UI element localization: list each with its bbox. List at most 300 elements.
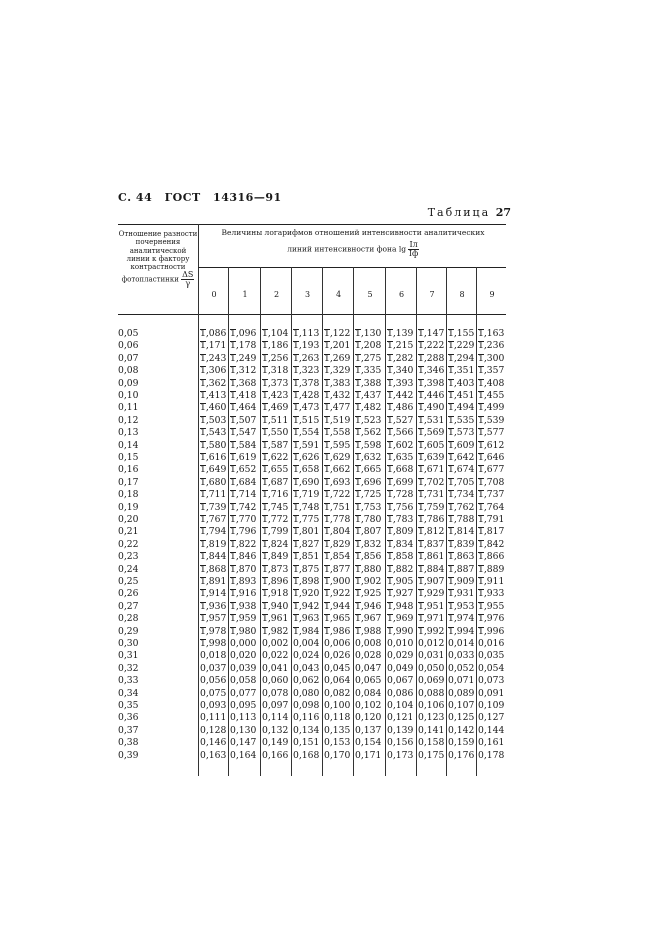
table-cell: 1,193	[293, 340, 320, 352]
table-row	[118, 353, 506, 365]
table-cell: 1,783	[387, 514, 414, 525]
table-cell: 1,716	[262, 489, 289, 501]
column-header-5: 5	[367, 290, 373, 299]
table-cell: 1,147	[418, 328, 445, 339]
table-cell: 0,144	[478, 724, 505, 736]
table-cell: 1,884	[418, 563, 445, 575]
table-cell: 1,837	[418, 538, 445, 550]
table-cell: 1,423	[262, 390, 289, 401]
table-cell: 1,096	[230, 328, 257, 339]
table-row	[118, 464, 506, 476]
table-row	[118, 750, 506, 762]
table-cell: 1,909	[448, 576, 475, 587]
table-cell: 1,208	[355, 340, 382, 352]
table-cell: 1,925	[355, 588, 382, 600]
table-cell: 1,527	[387, 414, 414, 426]
column-divider	[353, 267, 354, 776]
table-cell: 1,275	[355, 352, 382, 364]
row-header	[118, 230, 198, 288]
table-row	[118, 427, 506, 439]
table-cell: 1,215	[387, 340, 414, 352]
table-cell: 0,065	[355, 675, 382, 687]
column-header-2: 2	[273, 290, 280, 299]
table-cell: 1,812	[418, 526, 445, 538]
table-cell: 0,164	[230, 749, 257, 761]
table-cell: 0,120	[355, 712, 382, 724]
row-label: 0,13	[118, 427, 139, 439]
row-label: 0,29	[118, 625, 139, 637]
table-row	[118, 514, 506, 526]
table-cell: 1,851	[293, 551, 320, 563]
table-cell: 1,807	[355, 526, 382, 538]
table-cell: 1,499	[478, 402, 505, 414]
header-bottom-rule	[118, 314, 506, 315]
table-row	[118, 539, 506, 551]
table-cell: 1,980	[230, 625, 257, 637]
table-cell: 1,605	[418, 439, 445, 451]
table-cell: 1,460	[200, 402, 227, 414]
table-row	[118, 663, 506, 675]
table-cell: 1,584	[230, 439, 257, 451]
table-cell: 0,060	[262, 675, 289, 687]
table-cell: 0,142	[448, 724, 475, 736]
row-label: 0,30	[118, 638, 139, 649]
frac-den: Iф	[408, 249, 419, 258]
table-cell: 0,045	[324, 662, 351, 674]
table-cell: 1,725	[355, 489, 382, 501]
table-cell: 0,127	[478, 712, 505, 724]
table-cell: 1,318	[262, 365, 289, 377]
table-cell: 1,665	[355, 464, 382, 476]
table-cell: 0,067	[387, 675, 414, 687]
table-cell: 1,229	[448, 340, 475, 352]
table-cell: 0,088	[418, 687, 445, 699]
table-cell: 1,842	[478, 538, 505, 550]
table-cell: 1,971	[418, 613, 445, 625]
table-row	[118, 650, 506, 662]
row-label: 0,25	[118, 576, 139, 587]
column-divider	[446, 267, 447, 776]
frac-num: Iл	[409, 240, 418, 249]
table-cell: 1,357	[478, 365, 505, 377]
table-cell: 0,049	[387, 662, 414, 674]
table-cell: 1,902	[355, 576, 382, 587]
table-cell: 1,922	[324, 588, 351, 600]
row-label: 0,21	[118, 526, 139, 538]
table-cell: 1,938	[230, 600, 257, 612]
table-cell: 0,082	[324, 687, 351, 699]
table-cell: 1,961	[262, 613, 289, 625]
table-cell: 1,566	[387, 427, 414, 439]
column-header-3: 3	[304, 290, 311, 299]
table-row	[118, 440, 506, 452]
table-cell: 0,095	[230, 700, 257, 711]
table-cell: 0,147	[230, 737, 257, 749]
row-label: 0,33	[118, 675, 139, 687]
column-divider	[291, 267, 292, 776]
table-cell: 1,708	[478, 476, 505, 488]
column-header-1: 1	[242, 290, 248, 299]
table-cell: 1,515	[293, 414, 320, 426]
table-cell: 1,263	[293, 352, 320, 364]
data-table	[118, 224, 506, 776]
table-row	[118, 526, 506, 538]
row-label: 0,12	[118, 414, 139, 426]
table-cell: 1,687	[262, 476, 289, 488]
table-cell: 1,916	[230, 588, 257, 600]
table-cell: 1,955	[478, 600, 505, 612]
row-label: 0,18	[118, 489, 139, 501]
table-cell: 1,911	[478, 576, 505, 587]
table-cell: 1,104	[262, 328, 289, 339]
table-cell: 0,028	[355, 650, 382, 662]
table-cell: 1,163	[478, 328, 505, 339]
table-cell: 1,335	[355, 365, 382, 377]
table-cell: 0,097	[262, 700, 289, 711]
table-cell: 1,554	[293, 427, 320, 439]
table-cell: 1,696	[355, 476, 382, 488]
table-cell: 1,562	[355, 427, 382, 439]
table-cell: 1,451	[448, 390, 475, 401]
table-cell: 0,024	[293, 650, 320, 662]
table-cell: 1,612	[478, 439, 505, 451]
table-cell: 1,398	[418, 377, 445, 389]
table-row	[118, 712, 506, 724]
table-cell: 0,093	[200, 700, 227, 711]
table-cell: 1,693	[324, 476, 351, 488]
table-row	[118, 551, 506, 563]
table-cell: 1,455	[478, 390, 505, 401]
table-cell: 0,029	[387, 650, 414, 662]
table-cell: 0,171	[355, 749, 382, 761]
header-mid-rule	[198, 267, 506, 268]
table-row	[118, 725, 506, 737]
table-cell: 1,801	[293, 526, 320, 538]
table-row	[118, 390, 506, 402]
table-cell: 1,907	[418, 576, 445, 587]
row-header-text: Отношение разности почернения аналитической линии к фактору контрастности фотопластинки	[118, 230, 198, 284]
table-cell: 0,114	[262, 712, 289, 724]
table-cell: 1,531	[418, 414, 445, 426]
table-cell: 1,473	[293, 402, 320, 414]
table-cell: 0,000	[230, 638, 257, 649]
table-cell: 1,680	[200, 476, 227, 488]
table-cell: 1,446	[418, 390, 445, 401]
table-cell: 1,753	[355, 501, 382, 513]
table-cell: 1,849	[262, 551, 289, 563]
table-cell: 1,896	[262, 576, 289, 587]
table-cell: 0,089	[448, 687, 475, 699]
table-cell: 1,671	[418, 464, 445, 476]
table-cell: 0,078	[262, 687, 289, 699]
table-cell: 1,931	[448, 588, 475, 600]
table-cell: 1,982	[262, 625, 289, 637]
table-cell: 0,178	[478, 749, 505, 761]
table-cell: 0,156	[387, 737, 414, 749]
table-cell: 1,171	[200, 340, 227, 352]
table-cell: 0,106	[418, 700, 445, 711]
table-cell: 1,796	[230, 526, 257, 538]
column-header-8: 8	[459, 290, 465, 299]
row-label: 0,32	[118, 662, 139, 674]
table-cell: 1,870	[230, 563, 257, 575]
table-cell: 0,123	[418, 712, 445, 724]
table-cell: 1,130	[355, 328, 382, 339]
row-label: 0,24	[118, 563, 139, 575]
column-divider	[476, 267, 477, 776]
row-label: 0,23	[118, 551, 139, 563]
table-cell: 1,503	[200, 414, 227, 426]
row-label: 0,36	[118, 712, 139, 724]
row-label: 0,34	[118, 687, 139, 699]
table-cell: 0,041	[262, 662, 289, 674]
table-cell: 1,432	[324, 390, 351, 401]
table-cell: 0,141	[418, 724, 445, 736]
table-title-label: Таблица	[427, 206, 491, 219]
table-number: 27	[495, 206, 511, 219]
table-cell: 0,071	[448, 675, 475, 687]
table-cell: 0,014	[448, 638, 475, 649]
row-label: 0,06	[118, 340, 139, 352]
table-cell: 1,889	[478, 563, 505, 575]
table-cell: 0,002	[262, 638, 289, 649]
row-label: 0,37	[118, 724, 139, 736]
table-cell: 1,767	[200, 514, 227, 525]
row-label: 0,07	[118, 352, 139, 364]
table-cell: 0,158	[418, 737, 445, 749]
row-label: 0,05	[118, 328, 139, 339]
table-cell: 1,464	[230, 402, 257, 414]
table-cell: 0,132	[262, 724, 289, 736]
table-cell: 0,010	[387, 638, 414, 649]
table-row	[118, 365, 506, 377]
table-cell: 1,967	[355, 613, 382, 625]
table-cell: 1,662	[324, 464, 351, 476]
column-divider	[416, 267, 417, 776]
table-cell: 1,829	[324, 538, 351, 550]
table-cell: 1,804	[324, 526, 351, 538]
table-cell: 1,418	[230, 390, 257, 401]
table-cell: 0,121	[387, 712, 414, 724]
table-cell: 1,139	[387, 328, 414, 339]
table-row	[118, 626, 506, 638]
table-cell: 0,006	[324, 638, 351, 649]
table-cell: 1,378	[293, 377, 320, 389]
row-label: 0,35	[118, 700, 139, 711]
table-cell: 1,893	[230, 576, 257, 587]
table-row	[118, 576, 506, 588]
table-cell: 1,942	[293, 600, 320, 612]
table-cell: 1,900	[324, 576, 351, 587]
table-cell: 1,652	[230, 464, 257, 476]
table-cell: 1,927	[387, 588, 414, 600]
table-row	[118, 675, 506, 687]
table-cell: 0,043	[293, 662, 320, 674]
table-cell: 0,163	[200, 749, 227, 761]
table-cell: 1,873	[262, 563, 289, 575]
column-header-4: 4	[335, 290, 342, 299]
table-cell: 1,861	[418, 551, 445, 563]
table-cell: 1,965	[324, 613, 351, 625]
delta-s-over-gamma	[181, 271, 194, 288]
row-label: 0,26	[118, 588, 139, 600]
table-cell: 1,880	[355, 563, 382, 575]
table-cell: 1,535	[448, 414, 475, 426]
table-cell: 0,151	[293, 737, 320, 749]
table-cell: 1,269	[324, 352, 351, 364]
row-label: 0,14	[118, 439, 139, 451]
table-cell: 0,173	[387, 749, 414, 761]
table-cell: 1,346	[418, 365, 445, 377]
table-cell: 1,866	[478, 551, 505, 563]
row-label: 0,20	[118, 514, 139, 525]
table-cell: 1,877	[324, 563, 351, 575]
table-cell: 1,186	[262, 340, 289, 352]
column-group-header	[200, 228, 506, 258]
table-cell: 1,609	[448, 439, 475, 451]
table-cell: 1,742	[230, 501, 257, 513]
table-cell: 1,819	[200, 538, 227, 550]
table-cell: 1,312	[230, 365, 257, 377]
table-cell: 1,775	[293, 514, 320, 525]
table-cell: 1,996	[478, 625, 505, 637]
intensity-ratio	[408, 241, 418, 258]
table-cell: 1,690	[293, 476, 320, 488]
table-cell: 1,988	[355, 625, 382, 637]
table-cell: 1,953	[448, 600, 475, 612]
row-label: 0,11	[118, 402, 139, 414]
row-label: 0,38	[118, 737, 139, 749]
table-cell: 1,442	[387, 390, 414, 401]
table-cell: 1,619	[230, 452, 257, 463]
table-cell: 1,791	[478, 514, 505, 525]
table-cell: 1,622	[262, 452, 289, 463]
page-header	[118, 191, 290, 204]
table-cell: 0,037	[200, 662, 227, 674]
table-cell: 1,814	[448, 526, 475, 538]
table-cell: 0,154	[355, 737, 382, 749]
table-cell: 0,159	[448, 737, 475, 749]
table-cell: 1,577	[478, 427, 505, 439]
table-cell: 1,856	[355, 551, 382, 563]
table-cell: 1,668	[387, 464, 414, 476]
table-cell: 1,963	[293, 613, 320, 625]
table-cell: 1,974	[448, 613, 475, 625]
row-label: 0,09	[118, 377, 139, 389]
table-cell: 1,543	[200, 427, 227, 439]
table-cell: 1,914	[200, 588, 227, 600]
table-cell: 1,684	[230, 476, 257, 488]
table-cell: 1,649	[200, 464, 227, 476]
table-cell: 1,236	[478, 340, 505, 352]
table-cell: 1,705	[448, 476, 475, 488]
table-cell: 1,992	[418, 625, 445, 637]
header-line-2: линий интенсивности фона lg	[287, 244, 407, 254]
table-cell: 1,832	[355, 538, 382, 550]
table-cell: 0,130	[230, 724, 257, 736]
table-cell: 1,482	[355, 402, 382, 414]
table-cell: 0,137	[355, 724, 382, 736]
column-header-9: 9	[489, 290, 495, 299]
table-cell: 0,084	[355, 687, 382, 699]
table-cell: 1,629	[324, 452, 351, 463]
column-divider	[385, 267, 386, 776]
table-cell: 1,580	[200, 439, 227, 451]
table-row	[118, 402, 506, 414]
table-cell: 0,146	[200, 737, 227, 749]
table-cell: 0,056	[200, 675, 227, 687]
table-cell: 1,834	[387, 538, 414, 550]
table-cell: 1,393	[387, 377, 414, 389]
table-cell: 1,086	[200, 328, 227, 339]
table-cell: 1,756	[387, 501, 414, 513]
column-divider	[322, 267, 323, 776]
table-cell: 1,677	[478, 464, 505, 476]
table-cell: 1,739	[200, 501, 227, 513]
table-cell: 1,494	[448, 402, 475, 414]
table-cell: 0,018	[200, 650, 227, 662]
table-row	[118, 378, 506, 390]
table-cell: 1,946	[355, 600, 382, 612]
table-cell: 1,780	[355, 514, 382, 525]
table-cell: 0,128	[200, 724, 227, 736]
standard-number: 14316—91	[213, 191, 282, 204]
table-cell: 1,340	[387, 365, 414, 377]
table-cell: 1,616	[200, 452, 227, 463]
column-header-7: 7	[429, 290, 435, 299]
table-cell: 1,598	[355, 439, 382, 451]
table-cell: 1,178	[230, 340, 257, 352]
table-cell: 1,642	[448, 452, 475, 463]
table-cell: 0,170	[324, 749, 351, 761]
table-cell: 0,111	[200, 712, 227, 724]
table-cell: 1,770	[230, 514, 257, 525]
table-row	[118, 700, 506, 712]
row-label: 0,10	[118, 390, 139, 401]
table-cell: 1,868	[200, 563, 227, 575]
table-cell: 1,573	[448, 427, 475, 439]
table-cell: 1,891	[200, 576, 227, 587]
table-cell: 1,699	[387, 476, 414, 488]
table-cell: 0,175	[418, 749, 445, 761]
table-cell: 1,113	[293, 328, 320, 339]
table-cell: 0,058	[230, 675, 257, 687]
table-cell: 1,383	[324, 377, 351, 389]
table-cell: 0,052	[448, 662, 475, 674]
table-cell: 0,073	[478, 675, 505, 687]
table-cell: 1,300	[478, 352, 505, 364]
table-cell: 1,658	[293, 464, 320, 476]
row-label: 0,08	[118, 365, 139, 377]
table-cell: 1,249	[230, 352, 257, 364]
table-cell: 0,033	[448, 650, 475, 662]
table-cell: 0,004	[293, 638, 320, 649]
row-label: 0,31	[118, 650, 139, 662]
table-cell: 0,080	[293, 687, 320, 699]
table-cell: 1,875	[293, 563, 320, 575]
table-cell: 0,166	[262, 749, 289, 761]
table-cell: 0,135	[324, 724, 351, 736]
table-cell: 0,069	[418, 675, 445, 687]
table-cell: 0,012	[418, 638, 445, 649]
table-cell: 1,858	[387, 551, 414, 563]
frac-den: γ	[185, 279, 191, 289]
table-cell: 0,031	[418, 650, 445, 662]
table-cell: 1,201	[324, 340, 351, 352]
table-cell: 0,125	[448, 712, 475, 724]
table-cell: 1,511	[262, 414, 289, 426]
table-cell: 1,122	[324, 328, 351, 339]
